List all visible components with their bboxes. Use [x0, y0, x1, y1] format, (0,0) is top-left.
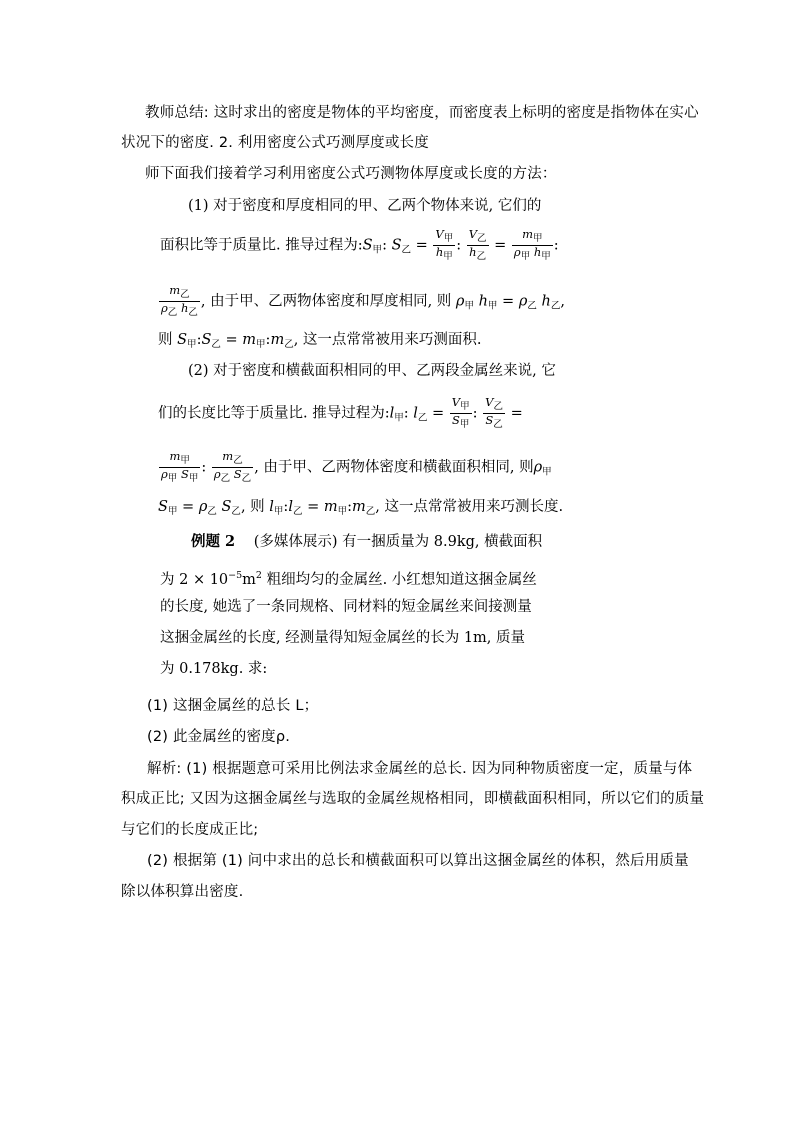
length-line-2: 们的长度比等于质量比. 推导过程为$:l_甲$: $l_乙$ = $\frac{V_甲}{S_甲}$ : $\frac{V_乙}{S_乙}$ = [158, 395, 523, 430]
example-line-4: 这捆金属丝的长度, 经测量得知短金属丝的长为 1m, 质量 [160, 630, 526, 646]
area-line-1: (1) 对于密度和厚度相同的甲、乙两个物体来说, 它们的 [188, 198, 542, 214]
area-line-3: $\frac{m_乙}{\rho_乙 h_乙}$ , 由于甲、乙两物体密度和厚度相同, 则 $\rho_甲$ $h_甲 = \rho_乙$ $h_乙$, [161, 283, 565, 318]
example-label: 例题 2 [191, 533, 236, 550]
fraction-m-jia-rho-h-jia: $\frac{m_甲}{\rho_甲 h_甲}$ [513, 227, 551, 262]
length-line-4: $S_甲 = \rho_乙$ $S_乙$, 则 $l_甲:l_乙$ = $m_甲:m_乙$, 这一点常常被用来巧测长度. [158, 499, 564, 517]
method-intro: 师下面我们接着学习利用密度公式巧测物体厚度或长度的方法： [145, 166, 557, 182]
teacher-summary-line-2: 状况下的密度. 2. 利用密度公式巧测厚度或长度 [121, 135, 429, 151]
question-2: (2) 此金属丝的密度ρ. [147, 729, 291, 745]
length-line-3: $\frac{m_甲}{\rho_甲 S_甲}$ : $\frac{m_乙}{\rho_乙 S_乙}$ , 由于甲、乙两物体密度和横截面积相同, 则$\rho_甲$ [161, 449, 552, 484]
example-line-2: 为 $2 \times 10^{-5}m^2$ 粗细均匀的金属丝. 小红想知道这捆金属丝 [160, 570, 537, 588]
example-line-5: 为 0.178kg. 求: [160, 661, 268, 677]
example-line-3: 的长度, 她选了一条同规格、同材料的短金属丝来间接测量 [160, 599, 532, 615]
fraction-m-yi-rho-s-yi: $\frac{m_乙}{\rho_乙 S_乙}$ [213, 449, 252, 484]
analysis-line-4: (2) 根据第 (1) 问中求出的总长和横截面积可以算出这捆金属丝的体积，然后用质量 [147, 853, 689, 869]
fraction-v-yi-s-yi: $\frac{V_乙}{S_乙}$ [485, 395, 503, 430]
area-line-4: 则 $S_甲:S_乙$ = $m_甲:m_乙$, 这一点常常被用来巧测面积. [158, 332, 482, 350]
fraction-v-jia-s-jia: $\frac{V_甲}{S_甲}$ [451, 395, 470, 430]
fraction-v-jia-h-jia: $\frac{V_甲}{h_甲}$ [435, 227, 454, 262]
area-line-2: 面积比等于质量比. 推导过程为$:S_甲$: $S_乙$ = $\frac{V_甲}{h_甲}$ : $\frac{V_乙}{h_乙}$ = $\frac{m_甲}{\rho_甲 h_甲}$ : [160, 227, 559, 262]
example-line-1: 例题 2 (多媒体展示) 有一捆质量为 8.9kg, 横截面积 [191, 533, 543, 550]
teacher-summary-line-1: 教师总结: 这时求出的密度是物体的平均密度，而密度表上标明的密度是指物体在实心 [145, 105, 699, 121]
analysis-line-2: 积成正比; 又因为这捆金属丝与选取的金属丝规格相同，即横截面积相同，所以它们的质量 [121, 791, 705, 807]
question-1: (1) 这捆金属丝的总长 L； [147, 698, 319, 714]
length-line-1: (2) 对于密度和横截面积相同的甲、乙两段金属丝来说, 它 [188, 363, 556, 379]
area-line-2-text: 面积比等于质量比. 推导过程为: [160, 237, 363, 254]
analysis-line-5: 除以体积算出密度. [121, 884, 244, 900]
analysis-line-3: 与它们的长度成正比; [121, 822, 259, 838]
analysis-line-1: 解析: (1) 根据题意可采用比例法求金属丝的总长. 因为同种物质密度一定，质量与体 [147, 761, 693, 777]
fraction-v-yi-h-yi: $\frac{V_乙}{h_乙}$ [468, 227, 487, 262]
fraction-m-jia-rho-s-jia: $\frac{m_甲}{\rho_甲 S_甲}$ [161, 449, 199, 484]
fraction-m-yi-rho-h-yi: $\frac{m_乙}{\rho_乙 h_乙}$ [161, 283, 198, 318]
